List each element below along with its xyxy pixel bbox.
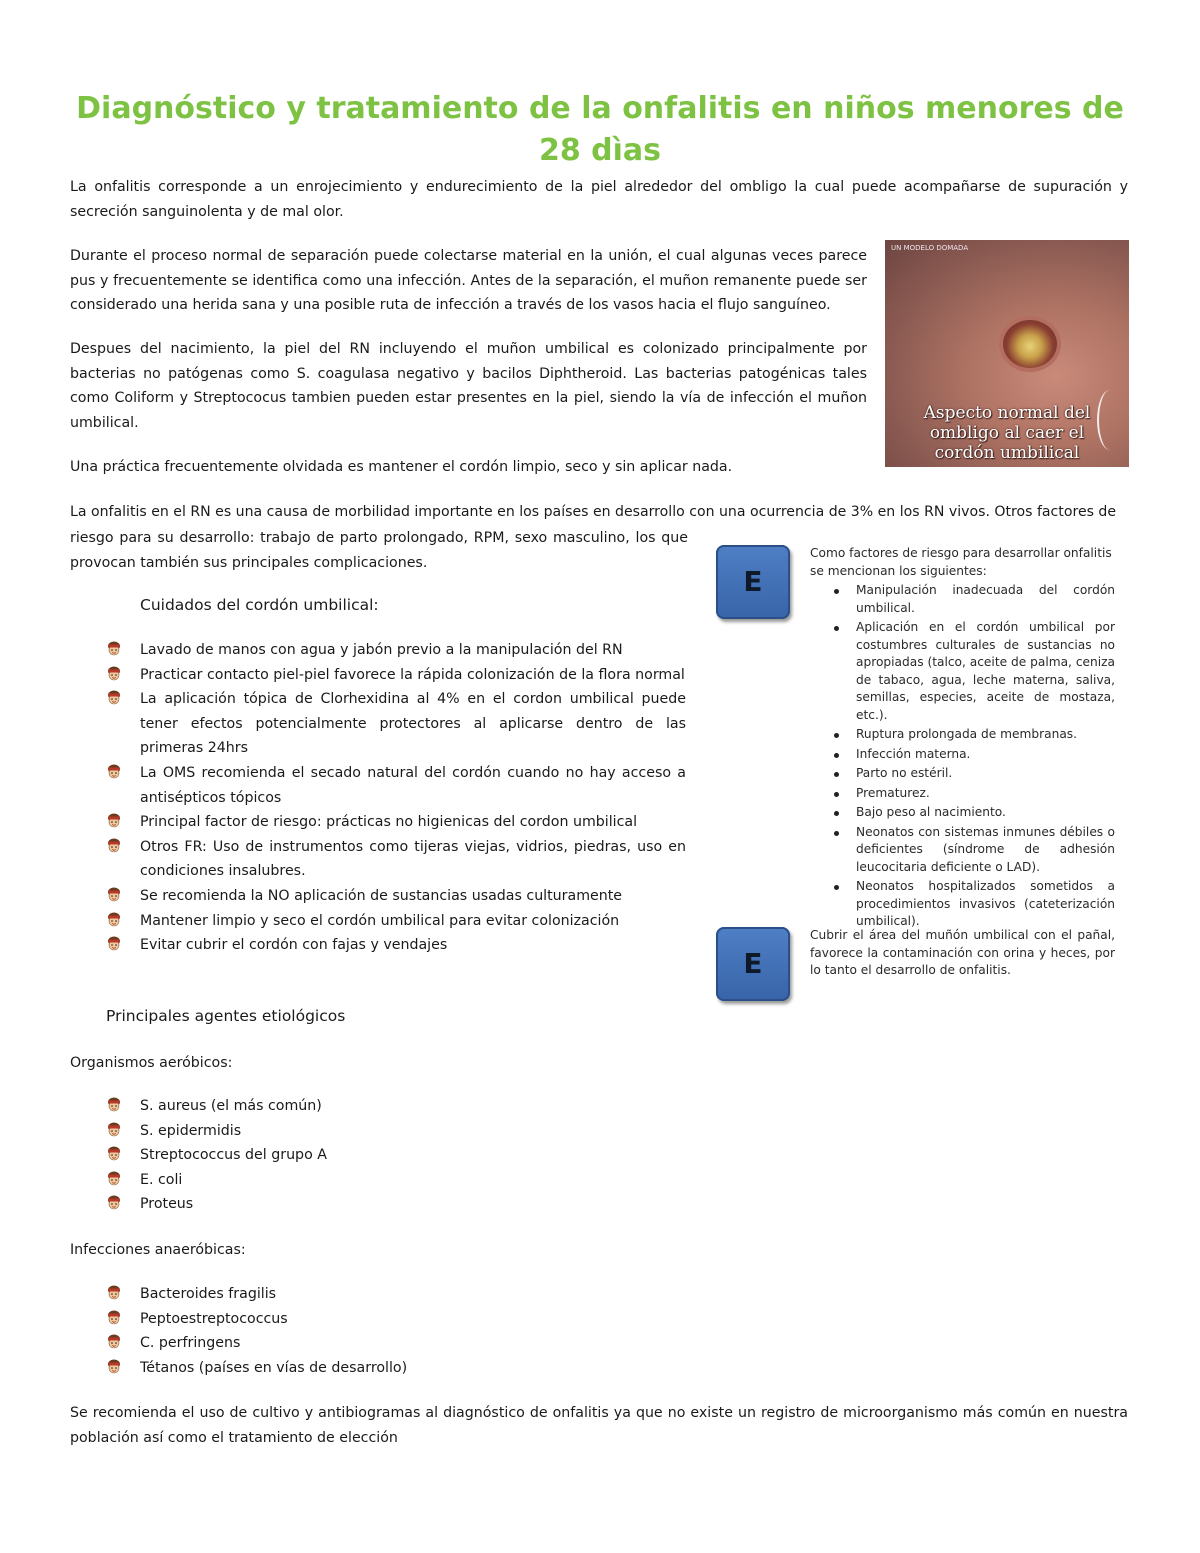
child-face-bullet-icon <box>106 1171 122 1188</box>
child-face-bullet-icon <box>106 838 122 855</box>
child-face-bullet-icon <box>106 1310 122 1327</box>
child-face-bullet-icon <box>106 1195 122 1212</box>
aerobic-item <box>70 1119 670 1144</box>
evidence-grade-badge: E <box>716 545 790 619</box>
care-item-text: Principal factor de riesgo: prácticas no higienicas del cordon umbilical <box>140 814 638 831</box>
care-item-text: La aplicación tópica de Clorhexidina al 4% en el cordon umbilical puede tener efectos potencialmente protectores al aplicarse dentro de las primeras 24hrs <box>140 691 686 757</box>
practice-paragraph: Una práctica frecuentemente olvidada es mantener el cordón limpio, seco y sin aplicar nada. <box>70 459 733 475</box>
agents-heading: Principales agentes etiológicos <box>106 1007 346 1025</box>
separation-paragraph: Durante el proceso normal de separación puede colectarse material en la unión, el cual algunas veces parece pus y frecuentemente se identifica como una infección. Antes de la separación, el muñon remanente puede ser considerado una herida sana y una posible ruta de infección a través de los vasos hacia el flujo sanguíneo. <box>70 248 867 314</box>
child-face-bullet-icon <box>106 764 122 781</box>
aerobic-item <box>70 1094 670 1119</box>
closing-paragraph: Se recomienda el uso de cultivo y antibiogramas al diagnóstico de onfalitis ya que no existe un registro de microorganismo más común en nuestra población así como el tratamiento de elección <box>70 1405 1128 1446</box>
care-item-text: Lavado de manos con agua y jabón previo a la manipulación del RN <box>140 642 623 658</box>
risk-factor-item: Aplicación en el cordón umbilical por costumbres culturales de sustancias no apropiadas (talco, aceite de palma, ceniza de tabaco, agua, leche materna, saliva, semillas, especies, aceite de mostaza, etc.). <box>810 619 1115 724</box>
care-item <box>70 835 686 884</box>
anaerobic-item-text: C. perfringens <box>140 1335 241 1352</box>
child-face-bullet-icon <box>106 912 122 929</box>
care-list <box>70 638 686 958</box>
care-item <box>70 761 686 810</box>
anaerobic-item <box>70 1356 670 1381</box>
care-item <box>70 933 686 958</box>
child-face-bullet-icon <box>106 690 122 707</box>
child-face-bullet-icon <box>106 1146 122 1163</box>
risk-factors-intro: Como factores de riesgo para desarrollar onfalitis se mencionan los siguientes: <box>810 546 1112 578</box>
aerobic-list <box>70 1094 670 1217</box>
care-item-text: Se recomienda la NO aplicación de sustancias usadas culturamente <box>140 887 623 904</box>
aerobic-item <box>70 1143 670 1168</box>
care-item <box>70 687 686 761</box>
child-face-bullet-icon <box>106 1334 122 1351</box>
anaerobic-item-text: Peptoestreptococcus <box>140 1310 288 1327</box>
navel-image <box>1003 320 1057 368</box>
aerobic-item <box>70 1192 670 1217</box>
anaerobic-item-text: Bacteroides fragilis <box>140 1286 277 1302</box>
child-face-bullet-icon <box>106 641 122 658</box>
morbidity-paragraph-line1: La onfalitis en el RN es una causa de morbilidad importante en los países en desarrollo con una ocurrencia de 3% en los RN vivos. Otros factores de <box>70 504 1117 520</box>
photo-watermark: UN MODELO DOMADA <box>891 244 969 252</box>
aerobic-item <box>70 1168 670 1193</box>
aerobic-item-text: S. epidermidis <box>140 1122 242 1139</box>
care-item-text: Mantener limpio y seco el cordón umbilical para evitar colonización <box>140 912 620 929</box>
risk-factor-item: Infección materna. <box>810 746 1115 764</box>
care-item <box>70 663 686 688</box>
risk-factor-item: Manipulación inadecuada del cordón umbilical. <box>810 582 1115 617</box>
aerobic-label: Organismos aeróbicos: <box>70 1055 233 1071</box>
child-face-bullet-icon <box>106 936 122 953</box>
care-item-text: Otros FR: Uso de instrumentos como tijeras viejas, vidrios, piedras, uso en condiciones insalubres. <box>140 838 686 880</box>
photo-caption-line: ombligo al caer el <box>929 423 1085 443</box>
child-face-bullet-icon <box>106 813 122 830</box>
risk-factor-item: Neonatos con sistemas inmunes débiles o deficientes (síndrome de adhesión leucocitaria deficiente o LAD). <box>810 824 1115 877</box>
risk-factor-item: Prematurez. <box>810 785 1115 803</box>
risk-factor-item: Ruptura prolongada de membranas. <box>810 726 1115 744</box>
aerobic-item-text: S. aureus (el más común) <box>140 1098 322 1114</box>
child-face-bullet-icon <box>106 887 122 904</box>
anaerobic-item-text: Tétanos (países en vías de desarrollo) <box>140 1359 408 1376</box>
risk-factor-item: Parto no estéril. <box>810 765 1115 783</box>
aerobic-item-text: Streptococcus del grupo A <box>140 1147 327 1164</box>
photo-caption-line: Aspecto normal del <box>923 403 1091 423</box>
anaerobic-list <box>70 1282 670 1380</box>
child-face-bullet-icon <box>106 1122 122 1139</box>
child-face-bullet-icon <box>106 1359 122 1376</box>
page-title: Diagnóstico y tratamiento de la onfalitis en niños menores de 28 dìas <box>76 91 1124 169</box>
child-face-bullet-icon <box>106 1097 122 1114</box>
care-item <box>70 638 686 663</box>
care-item-text: Practicar contacto piel-piel favorece la rápida colonización de la flora normal <box>140 666 685 683</box>
evidence-grade-badge: E <box>716 927 790 1001</box>
care-item <box>70 810 686 835</box>
anaerobic-item <box>70 1331 670 1356</box>
child-face-bullet-icon <box>106 1285 122 1302</box>
care-item-text: La OMS recomienda el secado natural del cordón cuando no hay acceso a antisépticos tópicos <box>140 764 686 806</box>
intro-paragraph: La onfalitis corresponde a un enrojecimiento y endurecimiento de la piel alrededor del ombligo la cual puede acompañarse de supuración y secreción sanguinolenta y de mal olor. <box>70 179 1128 220</box>
diaper-recommendation: Cubrir el área del muñón umbilical con el pañal, favorece la contaminación con orina y heces, por lo tanto el desarrollo de onfalitis. <box>810 928 1115 977</box>
anaerobic-item <box>70 1282 670 1307</box>
aerobic-item-text: Proteus <box>140 1196 194 1213</box>
care-heading: Cuidados del cordón umbilical: <box>140 596 379 614</box>
risk-factor-item: Bajo peso al nacimiento. <box>810 804 1115 822</box>
umbilical-photo <box>885 240 1129 467</box>
photo-caption <box>885 403 1129 463</box>
care-item-text: Evitar cubrir el cordón con fajas y vendajes <box>140 937 448 954</box>
aerobic-item-text: E. coli <box>140 1171 183 1188</box>
colonization-paragraph: Despues del nacimiento, la piel del RN incluyendo el muñon umbilical es colonizado principalmente por bacterias no patógenas como S. coagulasa negativo y bacilos Diphtheroid. Las bacterias patogénicas tales como Coliform y Streptococus tambien pueden estar presentes en la piel, siendo la vía de infección el muñon umbilical. <box>70 341 867 431</box>
anaerobic-label: Infecciones anaeróbicas: <box>70 1242 246 1258</box>
care-item <box>70 884 686 909</box>
child-face-bullet-icon <box>106 666 122 683</box>
morbidity-paragraph-cont: riesgo para su desarrollo: trabajo de parto prolongado, RPM, sexo masculino, los que provocan también sus principales complicaciones. <box>70 530 688 571</box>
risk-factors-list <box>810 582 1115 933</box>
care-item <box>70 909 686 934</box>
anaerobic-item <box>70 1307 670 1332</box>
risk-factor-item: Neonatos hospitalizados sometidos a procedimientos invasivos (cateterización umbilical). <box>810 878 1115 931</box>
photo-caption-line: cordón umbilical <box>934 443 1080 463</box>
